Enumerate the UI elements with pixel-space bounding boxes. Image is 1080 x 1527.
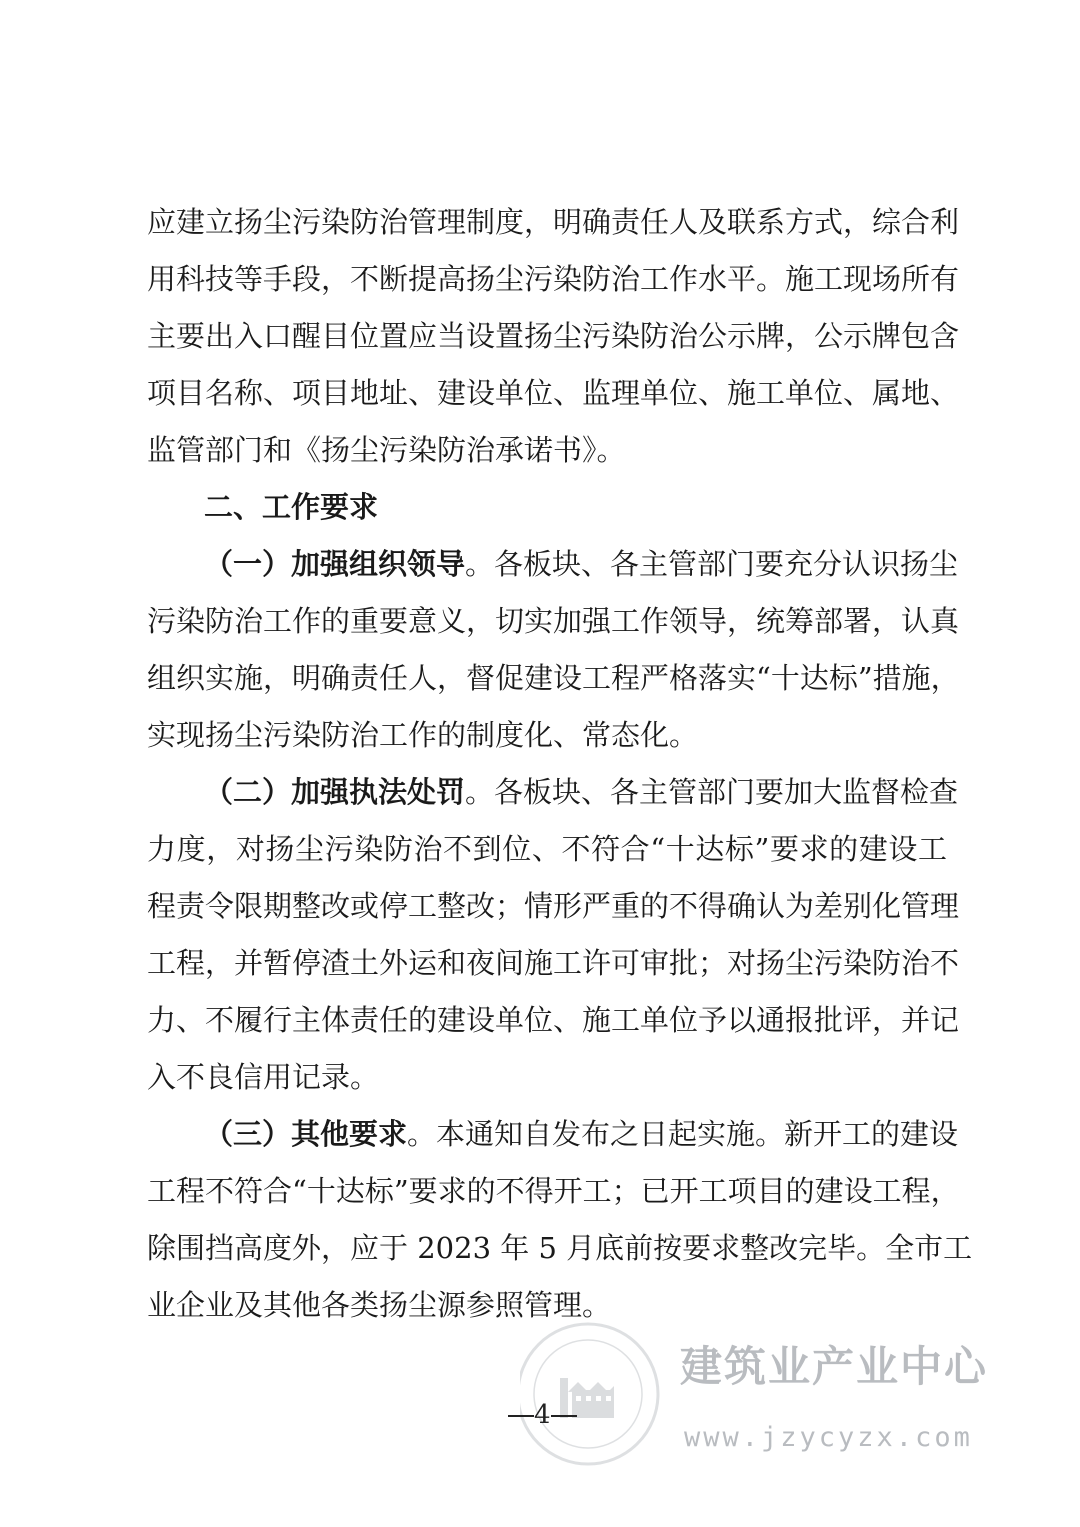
item-text: 。各板块、各主管部门要充分认识扬尘 [465,547,959,581]
watermark-seal-icon [520,1290,950,1500]
paragraph-line: 用科技等手段，不断提高扬尘污染防治工作水平。施工现场所有 [147,262,960,296]
section-heading: 二、工作要求 [204,490,379,524]
paragraph-line: 项目名称、项目地址、建设单位、监理单位、施工单位、属地、 [147,376,960,410]
paragraph-line: 入不良信用记录。 [147,1060,380,1094]
paragraph-first-line [204,770,959,814]
paragraph-line: 除围挡高度外，应于 2023 年 5 月底前按要求整改完毕。全市工 [147,1231,973,1265]
paragraph-line: 污染防治工作的重要意义，切实加强工作领导，统筹部署，认真 [147,604,960,638]
page-number-value: 4 [534,1400,551,1430]
paragraph-line: 力、不履行主体责任的建设单位、施工单位予以通报批评，并记 [147,1003,960,1037]
paragraph-first-line [204,542,959,586]
paragraph-line: 程责令限期整改或停工整改；情形严重的不得确认为差别化管理 [147,889,960,923]
item-text: 。各板块、各主管部门要加大监督检查 [465,775,959,809]
item-label: （二）加强执法处罚 [204,775,466,809]
item-label: （三）其他要求 [204,1117,408,1151]
item-text: 。本通知自发布之日起实施。新开工的建设 [407,1117,959,1151]
paragraph-line: 工程不符合“十达标”要求的不得开工；已开工项目的建设工程， [147,1174,960,1208]
paragraph-line: 组织实施，明确责任人，督促建设工程严格落实“十达标”措施， [147,661,960,695]
paragraph-line: 实现扬尘污染防治工作的制度化、常态化。 [147,718,699,752]
watermark-url: www.jzycyzx.com [684,1422,973,1453]
paragraph-line: 工程，并暂停渣土外运和夜间施工许可审批；对扬尘污染防治不 [147,946,960,980]
paragraph-line: 力度，对扬尘污染防治不到位、不符合“十达标”要求的建设工 [147,832,947,866]
paragraph-line: 主要出入口醒目位置应当设置扬尘污染防治公示牌，公示牌包含 [147,319,960,353]
paragraph-line: 业企业及其他各类扬尘源参照管理。 [147,1288,612,1322]
item-label: （一）加强组织领导 [204,547,466,581]
page-number [508,1395,577,1435]
paragraph-line: 应建立扬尘污染防治管理制度，明确责任人及联系方式，综合利 [147,205,960,239]
dash-right [551,1415,577,1417]
paragraph-line: 监管部门和《扬尘污染防治承诺书》。 [147,433,626,467]
paragraph-first-line [204,1112,959,1156]
watermark-title: 建筑业产业中心 [680,1342,989,1391]
dash-left [508,1415,534,1417]
